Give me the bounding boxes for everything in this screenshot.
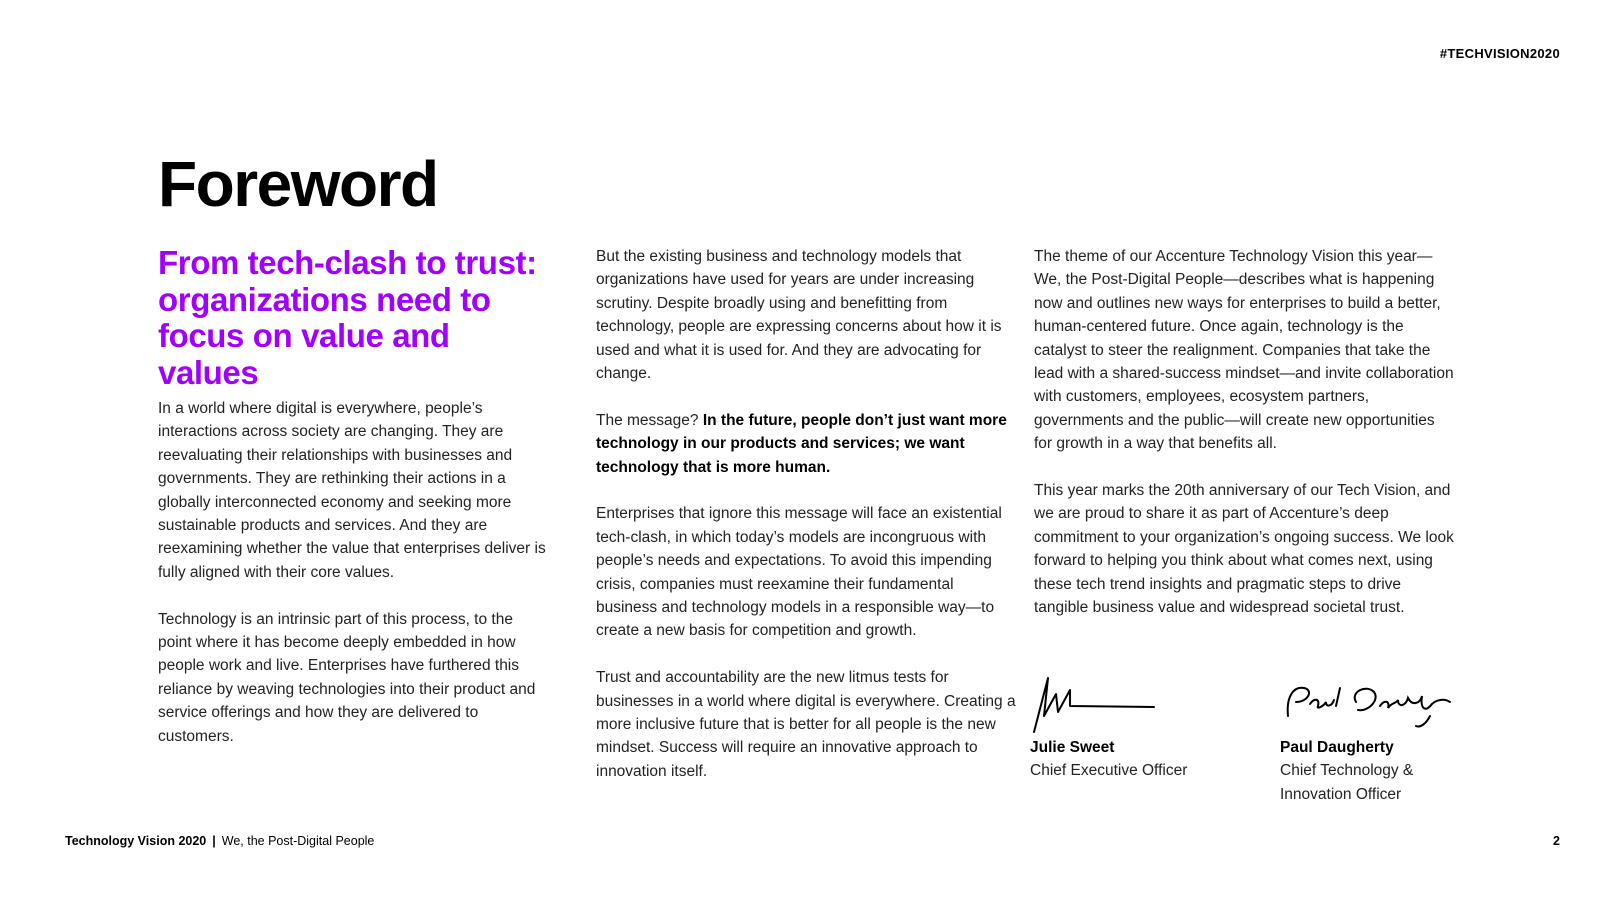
- paragraph: Technology is an intrinsic part of this process, to the point where it has become deeply embedded in how people work and live. Enterprises have furthered this reliance by weaving technologies into their product and service offerings and how they are delivered to customers.: [158, 610, 536, 745]
- signature-julie-sweet: [1030, 676, 1187, 783]
- column-2: [596, 245, 1016, 807]
- page-number: 2: [1553, 834, 1560, 848]
- signature-block: [1030, 676, 1470, 816]
- hashtag-label: #TECHVISION2020: [1439, 46, 1560, 61]
- footer-separator: |: [212, 834, 216, 848]
- section-subhead: From tech-clash to trust: organizations need to focus on value and values: [158, 244, 537, 391]
- message-emphasis: In the future, people don’t just want more technology in our products and services; we want technology that is more human.: [596, 411, 1007, 476]
- paragraph: In a world where digital is everywhere, people’s interactions across society are changing. They are reevaluating their relationships with businesses and governments. They are rethinking their actions in a globally interconnected economy and seeking more sustainable products and services. And they are reexamining whether the value that enterprises deliver is fully aligned with their core values.: [158, 400, 546, 581]
- paragraph: Enterprises that ignore this message will face an existential tech-clash, in which today’s models are incongruous with people’s needs and expectations. To avoid this impending crisis, companies must reexamine their fundamental business and technology models in a responsible way—to create a new basis for competition and growth.: [596, 505, 1002, 640]
- paragraph-message: [596, 409, 1016, 479]
- footer: [65, 834, 374, 848]
- footer-subtitle: We, the Post-Digital People: [221, 834, 375, 848]
- column-3: [1034, 245, 1454, 643]
- signer-name: Paul Daugherty: [1280, 739, 1394, 756]
- signer-role: Chief Technology & Innovation Officer: [1280, 762, 1414, 803]
- paragraph: This year marks the 20th anniversary of our Tech Vision, and we are proud to share it as part of Accenture’s deep commitment to your organization’s ongoing success. We look forward to helping you think about what comes next, using these tech trend insights and pragmatic steps to drive tangible business value and widespread societal trust.: [1034, 482, 1454, 617]
- page-title: Foreword: [158, 148, 438, 220]
- footer-brand: Technology Vision 2020: [65, 834, 207, 848]
- paragraph: But the existing business and technology models that organizations have used for years are under increasing scrutiny. Despite broadly using and benefitting from technology, people are expressing concerns about how it is used and what it is used for. And they are advocating for change.: [596, 248, 1002, 383]
- signature-icon: [1030, 676, 1160, 734]
- paragraph: The theme of our Accenture Technology Vision this year—We, the Post-Digital People—describes what is happening now and outlines new ways for enterprises to build a better, human-centered future. Once again, technology is the catalyst to steer the realignment. Companies that take the lead with a shared-success mindset—and invite collaboration with customers, employees, ecosystem partners, governments and the public—will create new opportunities for growth in a way that benefits all.: [1034, 248, 1454, 453]
- paragraph: Trust and accountability are the new litmus tests for businesses in a world where digital is everywhere. Creating a more inclusive future that is better for all people is the new mindset. Success will require an innovative approach to innovation itself.: [596, 669, 1016, 780]
- signature-icon: [1280, 676, 1460, 734]
- column-1: [158, 245, 548, 771]
- signer-name: Julie Sweet: [1030, 739, 1115, 756]
- message-lead: The message?: [596, 411, 703, 429]
- signer-role: Chief Executive Officer: [1030, 762, 1188, 780]
- signature-paul-daugherty: [1280, 676, 1460, 806]
